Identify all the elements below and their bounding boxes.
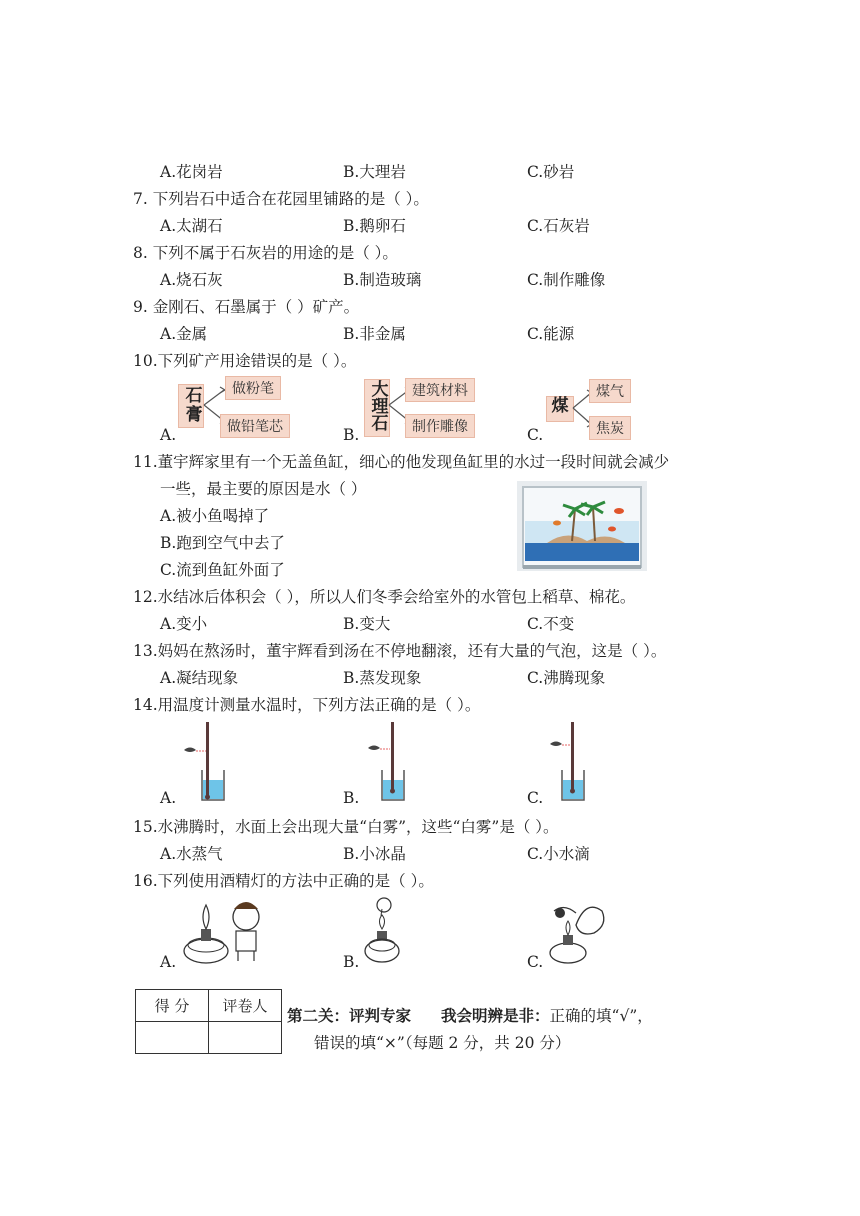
q6-option-c: C.砂岩: [527, 163, 575, 181]
q16-option-a: A.: [160, 953, 177, 971]
q10-option-a: A.: [160, 426, 177, 444]
q8-option-b: B.制造玻璃: [343, 271, 422, 289]
q13-question: 13.妈妈在熬汤时，董宇辉看到汤在不停地翻滚，还有大量的气泡，这是（ ）。: [133, 642, 667, 660]
q11-option-b: B.跑到空气中去了: [160, 534, 285, 552]
q15-option-a: A.水蒸气: [160, 845, 223, 863]
q6-option-a: A.花岗岩: [160, 163, 223, 181]
q12-option-a: A.变小: [160, 615, 208, 633]
q14-option-c: C.: [527, 789, 544, 807]
q14-option-b: B.: [343, 789, 360, 807]
alcohol-lamp-c-image: [546, 895, 608, 967]
q9-option-b: B.非金属: [343, 325, 406, 343]
q7-option-b: B.鹅卵石: [343, 217, 406, 235]
q8-question: 8. 下列不属于石灰岩的用途的是（ ）。: [133, 244, 398, 262]
grader-cell[interactable]: [209, 1022, 282, 1054]
section2-title: 第二关：评判专家: [287, 1006, 412, 1025]
q11-question-line-2: 一些，最主要的原因是水（ ）: [160, 480, 367, 498]
q13-option-c: C.沸腾现象: [527, 669, 606, 687]
q8-option-a: A.烧石灰: [160, 271, 223, 289]
q10-question: 10.下列矿产用途错误的是（ ）。: [133, 352, 357, 370]
fish-tank-image: [517, 481, 647, 571]
thermometer-beaker-c-image: [546, 722, 596, 802]
q9-option-c: C.能源: [527, 325, 575, 343]
section2-heading: [287, 1004, 653, 1026]
q7-option-a: A.太湖石: [160, 217, 223, 235]
q10-b-use-2: 制作雕像: [405, 414, 475, 438]
q10-c-mineral-label: 煤: [546, 396, 574, 422]
section2-subtitle: 我会明辨是非：: [441, 1006, 550, 1025]
q15-question: 15.水沸腾时，水面上会出现大量“白雾”，这些“白雾”是（ ）。: [133, 818, 559, 836]
thermometer-beaker-b-image: [362, 722, 412, 802]
q14-option-a: A.: [160, 789, 177, 807]
thermometer-beaker-a-image: [178, 722, 228, 802]
q13-option-b: B.蒸发现象: [343, 669, 422, 687]
alcohol-lamp-b-image: [362, 895, 402, 967]
q13-option-a: A.凝结现象: [160, 669, 239, 687]
q12-option-c: C.不变: [527, 615, 575, 633]
grader-header: 评卷人: [209, 990, 282, 1022]
q9-option-a: A.金属: [160, 325, 208, 343]
score-header: 得 分: [136, 990, 209, 1022]
q10-option-c: C.: [527, 426, 544, 444]
q10-b-use-1: 建筑材料: [405, 378, 475, 402]
q7-option-c: C.石灰岩: [527, 217, 590, 235]
q10-c-use-2: 焦炭: [589, 416, 631, 440]
q16-option-c: C.: [527, 953, 544, 971]
q11-question-line-1: 11.董宇辉家里有一个无盖鱼缸，细心的他发现鱼缸里的水过一段时间就会减少: [133, 453, 670, 471]
q8-option-c: C.制作雕像: [527, 271, 606, 289]
q11-option-a: A.被小鱼喝掉了: [160, 507, 270, 525]
q10-b-mineral-label: 大理石: [364, 379, 390, 437]
score-cell[interactable]: [136, 1022, 209, 1054]
q12-question: 12.水结冰后体积会（ ），所以人们冬季会给室外的水管包上稻草、棉花。: [133, 588, 636, 606]
q15-option-c: C.小水滴: [527, 845, 590, 863]
q15-option-b: B.小冰晶: [343, 845, 406, 863]
q11-option-c: C.流到鱼缸外面了: [160, 561, 285, 579]
q10-c-use-1: 煤气: [589, 379, 631, 403]
q7-question: 7. 下列岩石中适合在花园里铺路的是（ ）。: [133, 190, 429, 208]
q10-a-mineral-label: 石膏: [178, 384, 204, 428]
score-table: [135, 989, 282, 1054]
q16-question: 16.下列使用酒精灯的方法中正确的是（ ）。: [133, 872, 434, 890]
q16-option-b: B.: [343, 953, 360, 971]
q9-question: 9. 金刚石、石墨属于（ ）矿产。: [133, 298, 360, 316]
section2-instructions-1: 正确的填“√”，: [549, 1007, 653, 1025]
q10-a-use-2: 做铅笔芯: [220, 414, 290, 438]
q12-option-b: B.变大: [343, 615, 391, 633]
section2-instructions-2: 错误的填“×”（每题 2 分，共 20 分）: [314, 1034, 571, 1052]
q6-option-b: B.大理岩: [343, 163, 406, 181]
q10-option-b: B.: [343, 426, 360, 444]
q10-a-use-1: 做粉笔: [225, 376, 281, 400]
alcohol-lamp-a-image: [178, 895, 263, 967]
q14-question: 14.用温度计测量水温时，下列方法正确的是（ ）。: [133, 696, 481, 714]
